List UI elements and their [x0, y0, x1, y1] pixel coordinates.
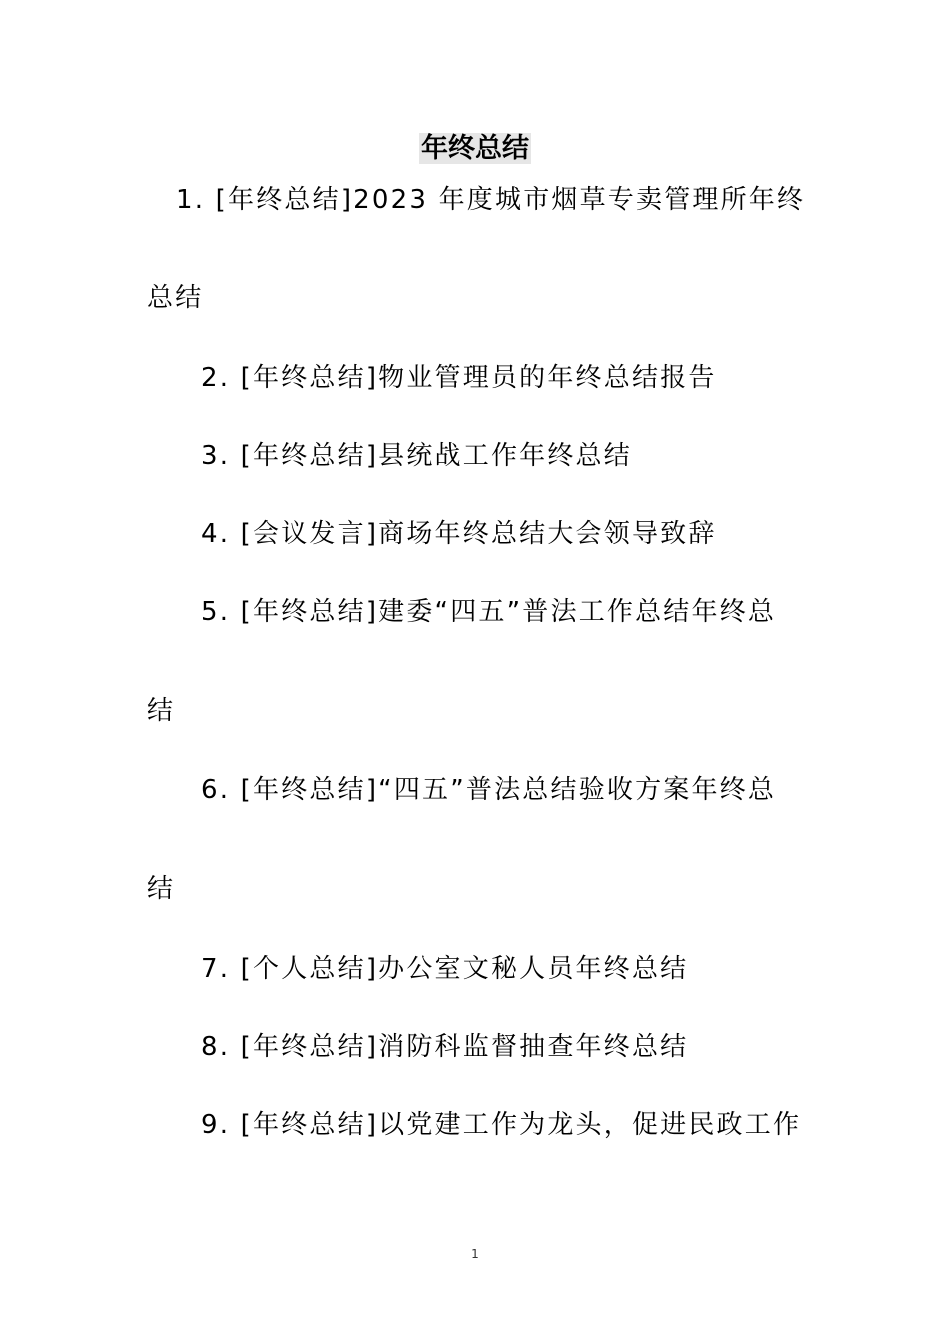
list-item-text: 7. [个人总结]办公室文秘人员年终总结 — [201, 954, 689, 984]
list-item-text: 8. [年终总结]消防科监督抽查年终总结 — [201, 1032, 689, 1062]
document-title-text: 年终总结 — [421, 133, 529, 164]
list-item-text: 5. [年终总结]建委“四五”普法工作总结年终总 — [201, 597, 777, 627]
list-item-continuation: 结 — [147, 874, 176, 904]
list-item-text: 9. [年终总结]以党建工作为龙头，促进民政工作 — [201, 1110, 802, 1140]
document-title — [0, 132, 950, 166]
list-item-text: 2. [年终总结]物业管理员的年终总结报告 — [201, 363, 717, 393]
list-item-text: 4. [会议发言]商场年终总结大会领导致辞 — [201, 519, 717, 549]
list-item-text: 1. [年终总结]2023 年度城市烟草专卖管理所年终 — [176, 185, 806, 215]
list-item-text: 3. [年终总结]县统战工作年终总结 — [201, 441, 632, 471]
page-number: 1 — [471, 1247, 479, 1261]
list-item-text: 6. [年终总结]“四五”普法总结验收方案年终总 — [201, 775, 777, 805]
list-item-continuation: 总结 — [147, 283, 204, 313]
list-item-continuation: 结 — [147, 696, 176, 726]
